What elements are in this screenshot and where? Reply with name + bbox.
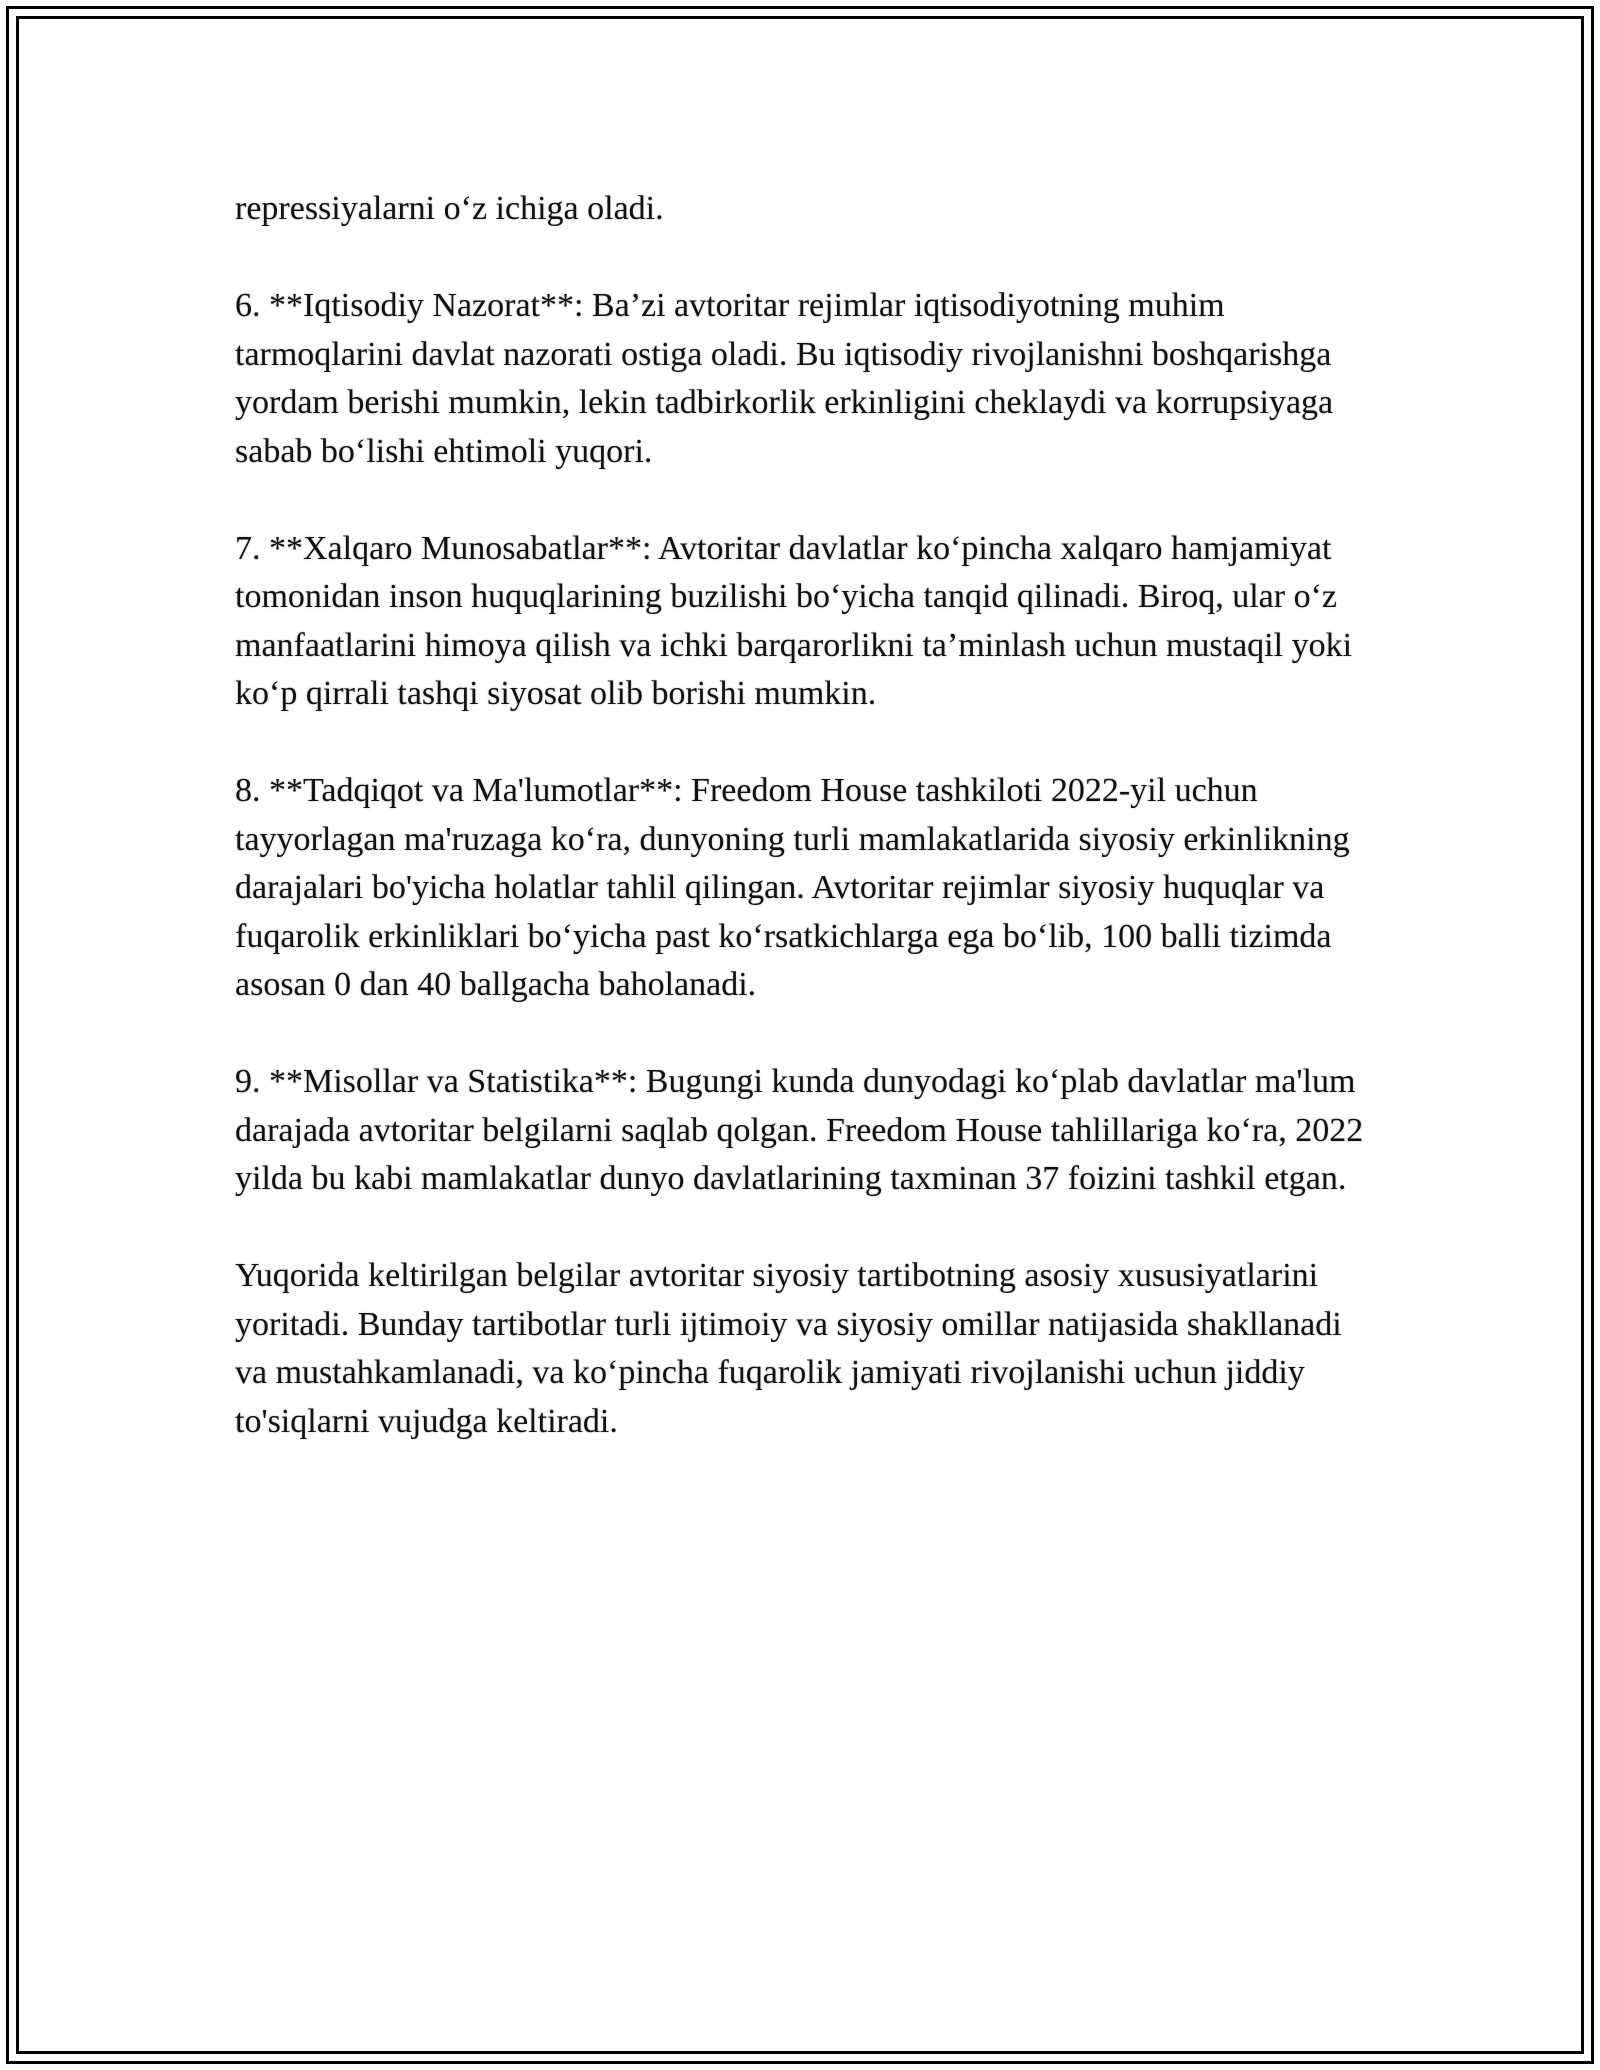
paragraph-international-relations: 7. **Xalqaro Munosabatlar**: Avtoritar davlatlar ko‘pincha xalqaro hamjamiyat tomonidan inson huquqlarining buzilishi bo‘yicha tanqid qilinadi. Biroq, ular o‘z manfaatlarini himoya qilish va ichki barqarorlikni ta’minlash uchun mustaqil yoki ko‘p qirrali tashqi siyosat olib borishi mumkin. [235, 529, 1353, 712]
document-body [235, 185, 1365, 1495]
paragraph-examples-statistics: 9. **Misollar va Statistika**: Bugungi kunda dunyodagi ko‘plab davlatlar ma'lum darajada avtoritar belgilarni saqlab qolgan. Freedom House tahlillariga ko‘ra, 2022 yilda bu kabi mamlakatlar dunyo davlatlarining taxminan 37 foizini tashkil etgan. [235, 1063, 1364, 1197]
paragraph-conclusion: Yuqorida keltirilgan belgilar avtoritar siyosiy tartibotning asosiy xususiyatlarini yoritadi. Bunday tartibotlar turli ijtimoiy va siyosiy omillar natijasida shakllanadi va mustahkamlanadi, va ko‘pincha fuqarolik jamiyati rivojlanishi uchun jiddiy to'siqlarni vujudga keltiradi. [235, 1257, 1342, 1440]
paragraph-continuation: repressiyalarni o‘z ichiga oladi. [235, 190, 664, 227]
paragraph-research-data: 8. **Tadqiqot va Ma'lumotlar**: Freedom House tashkiloti 2022-yil uchun tayyorlagan ma'ruzaga ko‘ra, dunyoning turli mamlakatlarida siyosiy erkinlikning darajalari bo'yicha holatlar tahlil qilingan. Avtoritar rejimlar siyosiy huquqlar va fuqarolik erkinliklari bo‘yicha past ko‘rsatkichlarga ega bo‘lib, 100 balli tizimda asosan 0 dan 40 ballgacha baholanadi. [235, 772, 1350, 1003]
paragraph-economic-control: 6. **Iqtisodiy Nazorat**: Ba’zi avtoritar rejimlar iqtisodiyotning muhim tarmoqlarini davlat nazorati ostiga oladi. Bu iqtisodiy rivojlanishni boshqarishga yordam berishi mumkin, lekin tadbirkorlik erkinligini cheklaydi va korrupsiyaga sabab bo‘lishi ehtimoli yuqori. [235, 287, 1334, 470]
